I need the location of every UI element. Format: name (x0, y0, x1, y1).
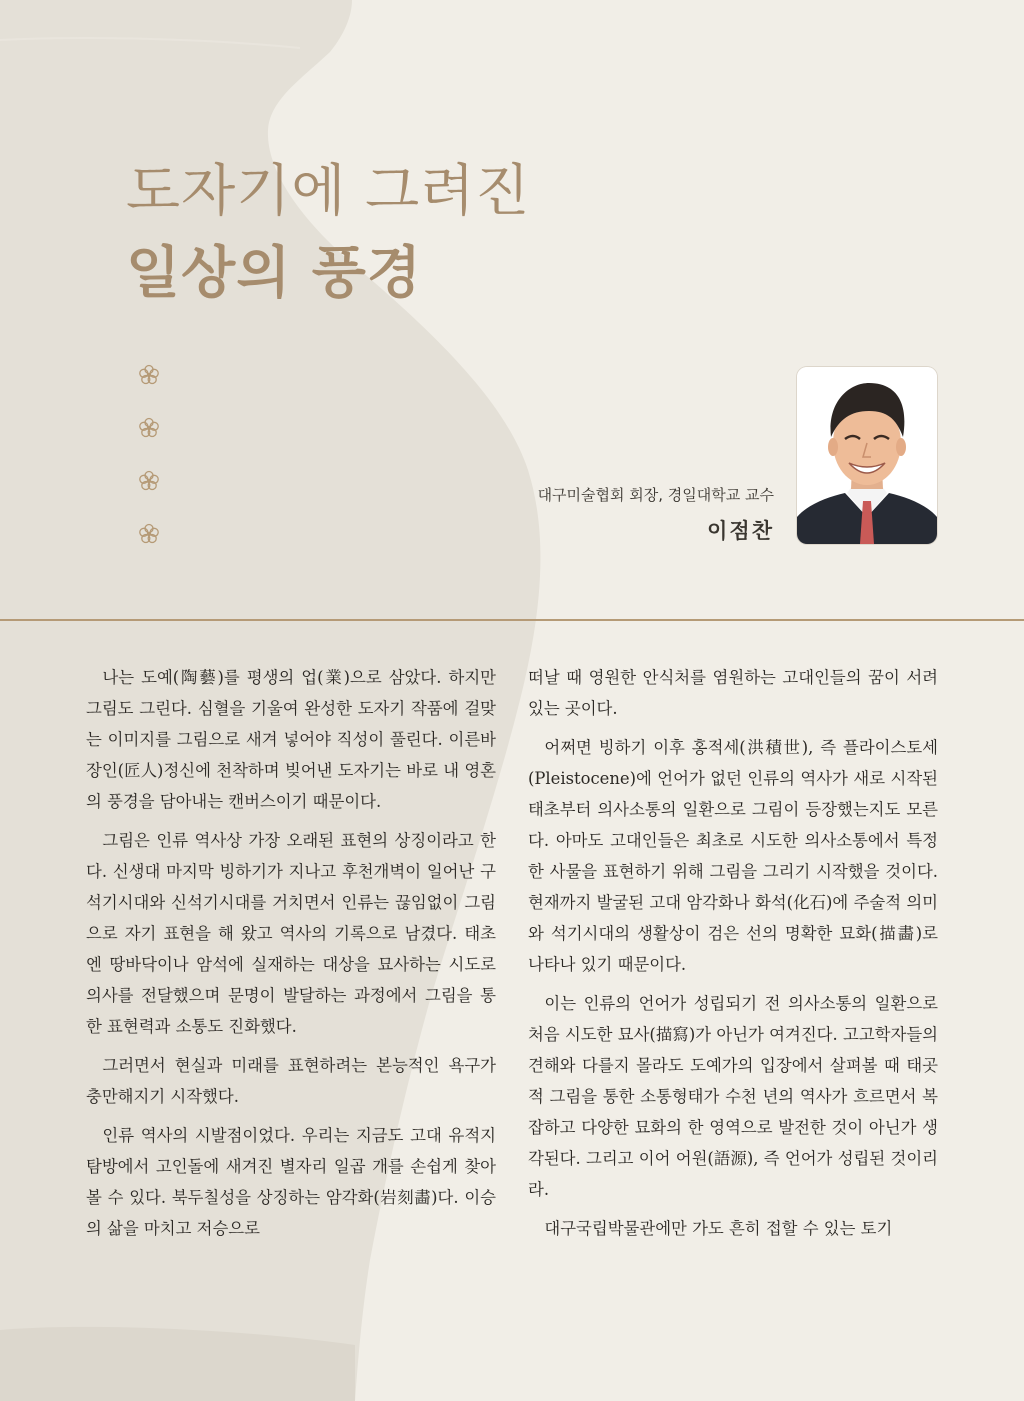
paragraph-continuation: 떠날 때 영원한 안식처를 염원하는 고대인들의 꿈이 서려 있는 곳이다. (528, 668, 938, 718)
paragraph: 대구국립박물관에만 가도 흔히 접할 수 있는 토기 (544, 1219, 893, 1238)
author-name: 이점찬 (707, 519, 774, 543)
flower-icon (138, 523, 160, 545)
body-column-left (86, 662, 496, 1252)
decorative-flowers (138, 364, 160, 576)
flower-icon (138, 417, 160, 439)
article-title (126, 158, 530, 307)
paragraph: 이는 인류의 언어가 성립되기 전 의사소통의 일환으로 처음 시도한 묘사(描寫)가 아닌가 여겨진다. 고고학자들의 견해와 다를지 몰라도 도예가의 입장에서 살펴볼 때 태곳적 그림을 통한 소통형태가 수천 년의 역사가 흐르면서 복잡하고 다양한 묘화의 한 영역으로 발전한 것이 아닌가 생각된다. 그리고 이어 어원(語源), 즉 언어가 성립된 것이리라. (528, 994, 938, 1199)
section-divider (0, 619, 1024, 621)
flower-icon (138, 470, 160, 492)
flower-icon (138, 364, 160, 386)
paragraph: 인류 역사의 시발점이었다. 우리는 지금도 고대 유적지 탐방에서 고인돌에 새겨진 별자리 일곱 개를 손쉽게 찾아볼 수 있다. 북두칠성을 상징하는 암각화(岩刻畵)다. 이승의 삶을 마치고 저승으로 (86, 1126, 496, 1238)
author-photo (797, 367, 937, 544)
author-info (538, 484, 774, 545)
title-line-2: 일상의 풍경 (126, 241, 422, 306)
portrait-illustration (797, 367, 937, 544)
paragraph: 그림은 인류 역사상 가장 오래된 표현의 상징이라고 한다. 신생대 마지막 빙하기가 지나고 후천개벽이 일어난 구석기시대와 신석기시대를 거치면서 인류는 끊임없이 그림으로 자기 표현을 해 왔고 역사의 기록으로 남겼다. 태초엔 땅바닥이나 암석에 실재하는 대상을 묘사하는 시도로 의사를 전달했으며 문명이 발달하는 과정에서 그림을 통한 표현력과 소통도 진화했다. (86, 831, 496, 1036)
paragraph: 어쩌면 빙하기 이후 홍적세(洪積世), 즉 플라이스토세(Pleistocene)에 언어가 없던 인류의 역사가 새로 시작된 태초부터 의사소통의 일환으로 그림이 등장했는지도 모른다. 아마도 고대인들은 최초로 시도한 의사소통에서 특정한 사물을 표현하기 위해 그림을 그리기 시작했을 것이다. 현재까지 발굴된 고대 암각화나 화석(化石)에 주술적 의미와 석기시대의 생활상이 검은 선의 명확한 묘화(描畵)로 나타나 있기 때문이다. (528, 738, 938, 974)
paragraph: 그러면서 현실과 미래를 표현하려는 본능적인 욕구가 충만해지기 시작했다. (86, 1056, 496, 1106)
paragraph: 나는 도예(陶藝)를 평생의 업(業)으로 삼았다. 하지만 그림도 그린다. 심혈을 기울여 완성한 도자기 작품에 걸맞는 이미지를 그림으로 새겨 넣어야 직성이 풀린다. 이른바 장인(匠人)정신에 천착하며 빚어낸 도자기는 바로 내 영혼의 풍경을 담아내는 캔버스이기 때문이다. (86, 668, 496, 811)
author-affiliation: 대구미술협회 회장, 경일대학교 교수 (537, 486, 774, 504)
title-line-1: 도자기에 그려진 (126, 159, 531, 224)
body-column-right (528, 662, 938, 1252)
